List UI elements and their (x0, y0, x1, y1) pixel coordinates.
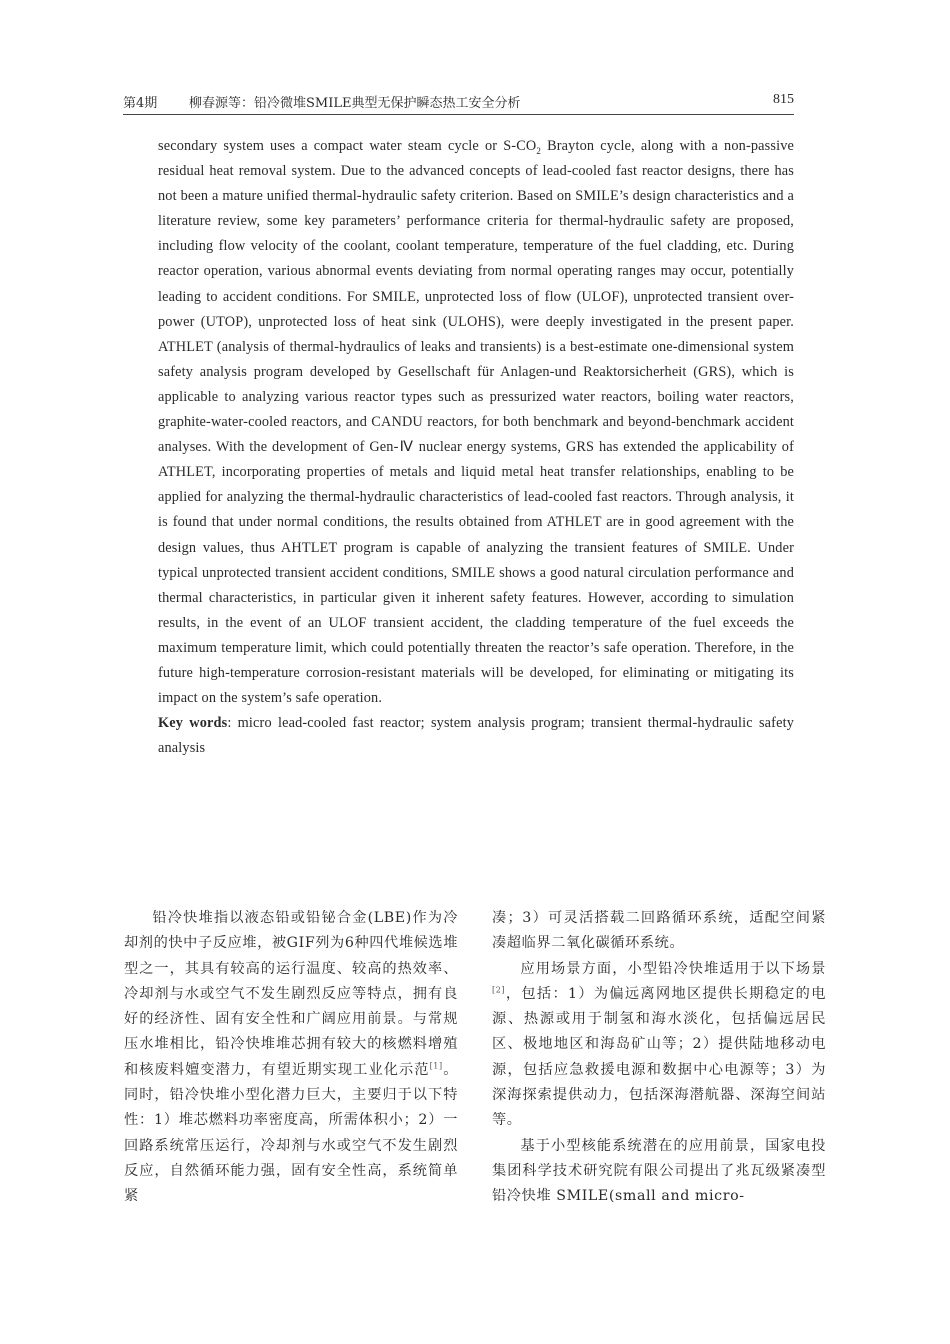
citation-ref: [1] (429, 1061, 443, 1071)
citation-ref: [2] (492, 985, 506, 995)
page-number: 815 (773, 92, 794, 107)
journal-issue: 第4期 (123, 96, 158, 111)
abstract-text-1: secondary system uses a compact water steam cycle or S-CO (158, 138, 537, 154)
body-text: 应用场景方面，小型铅冷快堆适用于以下场景 (520, 960, 826, 977)
body-text: 铅冷快堆指以液态铅或铅铋合金(LBE)作为冷却剂的快中子反应堆，被GIF列为6种四代堆候选堆型之一，其具有较高的运行温度、较高的热效率、冷却剂与水或空气不发生剧烈反应等特点，拥有良好的经济性、固有安全性和广阔应用前景。与常规压水堆相比，铅冷快堆堆芯拥有较大的核燃料增殖和核废料嬗变潜力，有望近期实现工业化示范 (124, 910, 458, 1078)
keywords (158, 711, 794, 761)
english-abstract (158, 134, 794, 761)
co2-subscript: 2 (536, 145, 542, 156)
body-paragraph: 凑；3）可灵活搭载二回路循环系统，适配空间紧凑超临界二氧化碳循环系统。 (492, 910, 826, 952)
running-title: 柳春源等：铅冷微堆SMILE典型无保护瞬态热工安全分析 (189, 96, 521, 111)
body-column-left (124, 906, 458, 1210)
keywords-label: Key words (158, 715, 228, 732)
keywords-text: : micro lead-cooled fast reactor; system analysis program; transient thermal-hydraulic safety analysis (158, 715, 794, 757)
abstract-text-2: Brayton cycle, along with a non-passive residual heat removal system. Due to the advanced concepts of lead-cooled fast reactor designs, there has not been a mature unified thermal-hydraulic safety criterion. Based on SMILE’s design characteristics and a literature review, some key parameters’ performance criteria for thermal-hydraulic safety are proposed, including flow velocity of the coolant, coolant temperature, temperature of the fuel cladding, etc. During reactor operation, various abnormal events deviating from normal operating ranges may occur, potentially leading to accident conditions. For SMILE, unprotected loss of flow (ULOF), unprotected transient over-power (UTOP), unprotected loss of heat sink (ULOHS), were deeply investigated in the present paper. ATHLET (analysis of thermal-hydraulics of leaks and transients) is a best-estimate one-dimensional system safety analysis program developed by Gesellschaft für Anlagen-und Reaktorsicherheit (GRS), which is applicable to analyzing various reactor types such as pressurized water reactors, boiling water reactors, graphite-water-cooled reactors, and CANDU reactors, for both benchmark and beyond-benchmark accident analyses. With the development of Gen-Ⅳ nuclear energy systems, GRS has extended the applicability of ATHLET, incorporating properties of metals and liquid metal heat transfer relationships, enabling to be applied for analyzing the thermal-hydraulic characteristics of lead-cooled fast reactors. Through analysis, it is found that under normal conditions, the results obtained from ATHLET are in good agreement with the design values, thus AHTLET program is capable of analyzing the transient features of SMILE. Under typical unprotected transient accident conditions, SMILE shows a good natural circulation performance and thermal characteristics, in particular given it inherent safety features. However, according to simulation results, in the event of an ULOF transient accident, the cladding temperature of the fuel exceeds the maximum temperature limit, which could potentially threaten the reactor’s safe operation. Therefore, in the future high-temperature corrosion-resistant materials will be developed, for eliminating or mitigating its impact on the system’s safe operation. (158, 138, 794, 707)
abstract-paragraph (158, 134, 794, 711)
body-column-right (492, 906, 826, 1210)
page-header (123, 92, 794, 115)
body-text: ，包括：1）为偏远离网地区提供长期稳定的电源、热源或用于制氢和海水淡化，包括偏远居民区、极地地区和海岛矿山等；2）提供陆地移动电源，包括应急救援电源和数据中心电源等；3）为深海探索提供动力，包括深海潜航器、深海空间站等。 (492, 985, 826, 1129)
body-paragraph (492, 957, 826, 1134)
body-paragraph: 基于小型核能系统潜在的应用前景，国家电投集团科学技术研究院有限公司提出了兆瓦级紧凑型铅冷快堆 SMILE(small and micro- (492, 1137, 826, 1205)
body-paragraph (124, 906, 458, 1210)
body-text: 。同时，铅冷快堆小型化潜力巨大，主要归于以下特性：1）堆芯燃料功率密度高，所需体积小；2）一回路系统常压运行，冷却剂与水或空气不发生剧烈反应，自然循环能力强，固有安全性高，系统简单紧 (124, 1061, 458, 1205)
